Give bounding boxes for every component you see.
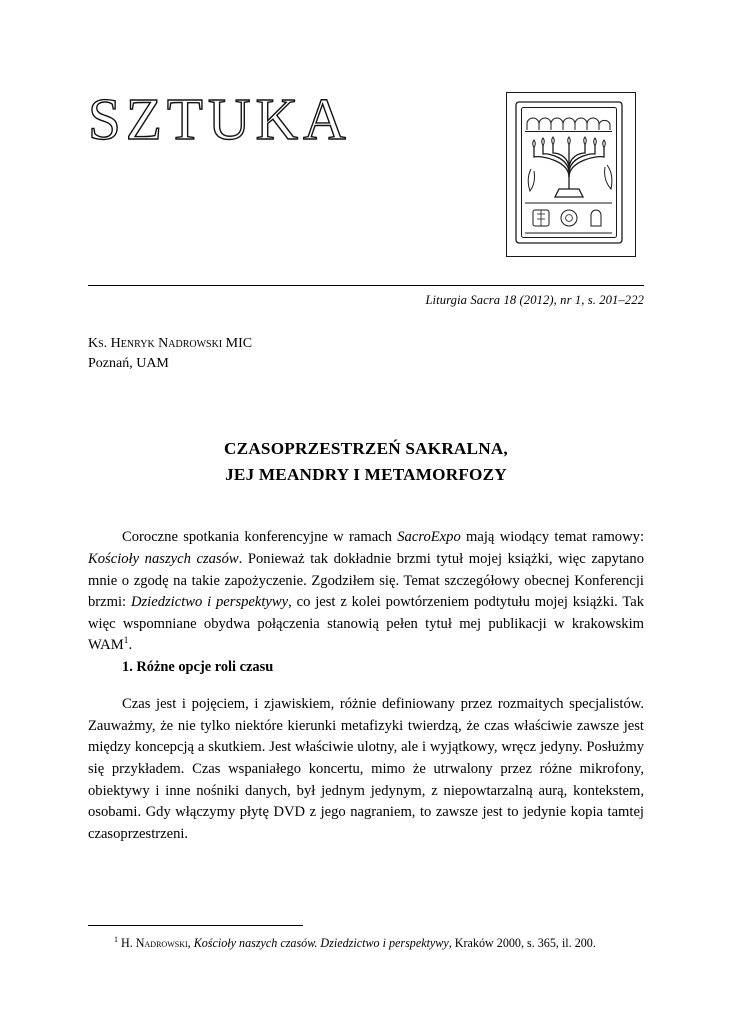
journal-citation: Liturgia Sacra 18 (2012), nr 1, s. 201–222 bbox=[425, 293, 644, 307]
author-affiliation: Poznań, UAM bbox=[88, 355, 169, 371]
journal-wordmark: SZTUKA bbox=[88, 86, 351, 152]
section-heading-1: 1. Różne opcje roli czasu bbox=[122, 658, 274, 675]
para1-italic-sacroexpo: SacroExpo bbox=[397, 529, 461, 546]
para1-seg-b: mają wiodący temat ramowy: bbox=[460, 529, 644, 546]
footnote-marker-1: 1 bbox=[114, 935, 118, 945]
footnote-area bbox=[88, 925, 644, 952]
author-suffix: MIC bbox=[225, 336, 253, 351]
title-line-2: JEJ MEANDRY I METAMORFOZY bbox=[225, 464, 507, 484]
footnote-divider bbox=[88, 925, 303, 926]
menorah-icon bbox=[507, 93, 631, 252]
footnote-title: Kościoły naszych czasów. Dziedzictwo i perspektywy bbox=[193, 936, 449, 951]
author-honorific: Ks. bbox=[88, 336, 108, 351]
author-name bbox=[88, 334, 644, 354]
footnote-reference-1[interactable]: 1 bbox=[123, 635, 129, 647]
para1-seg-d: , co jest z kolei powtórzeniem podtytułu mojej książki. Tak więc wspomniane obydwa połączenia stanowią pełen tytuł mej publikacji w krakowskim WAM bbox=[88, 594, 645, 654]
article-body bbox=[88, 527, 644, 845]
paragraph-section-1: Czas jest i pojęciem, i zjawiskiem, różnie definiowany przez rozmaitych specjalistów. Zauważmy, że nie tylko niektóre kierunki metafizyki twierdzą, że czas właściwie zawsze jest między koncepcją a skutkiem. Jest właściwie ulotny, ale i wyjątkowy, wręcz jedyny. Posłużmy się przykładem. Czas wspaniałego koncertu, mimo że utrwalony przez różne mikrofony, obiektywy i inne nośniki danych, był jednym jedynym, z niepowtarzalną aurą, kontekstem, osobami. Gdy włączymy płytę DVD z jego nagraniem, to zawsze jest to jedynie kopia tamtej czasoprzestrzeni. bbox=[88, 696, 644, 842]
page-header bbox=[88, 82, 644, 267]
menorah-relief-emblem bbox=[506, 92, 636, 257]
para1-italic-subtitle: Dziedzictwo i perspektywy bbox=[130, 594, 289, 611]
para1-seg-c: . Ponieważ tak dokładnie brzmi tytuł mojej książki, więc zapytano mnie o zgodę na takie zapożyczenie. Zgodziłem się. Temat szczegółowy obecnej Konferencji brzmi: bbox=[88, 550, 644, 611]
author-fullname: Henryk Nadrowski bbox=[110, 336, 223, 351]
title-line-1: CZASOPRZESTRZEŃ SAKRALNA, bbox=[224, 438, 508, 458]
footnote-seg-a: , bbox=[187, 936, 194, 951]
header-divider bbox=[88, 285, 644, 286]
footnote-1 bbox=[88, 935, 644, 952]
para1-seg-a: Coroczne spotkania konferencyjne w ramach bbox=[122, 529, 398, 546]
footnote-author: H. Nadrowski bbox=[121, 936, 188, 951]
para1-italic-book-title: Kościoły naszych czasów bbox=[88, 550, 239, 567]
page-title bbox=[88, 436, 644, 488]
author-block bbox=[88, 334, 644, 374]
para1-seg-e: . bbox=[128, 637, 133, 654]
footnote-seg-b: , Kraków 2000, s. 365, il. 200. bbox=[448, 936, 596, 951]
paragraph-intro bbox=[88, 527, 644, 657]
